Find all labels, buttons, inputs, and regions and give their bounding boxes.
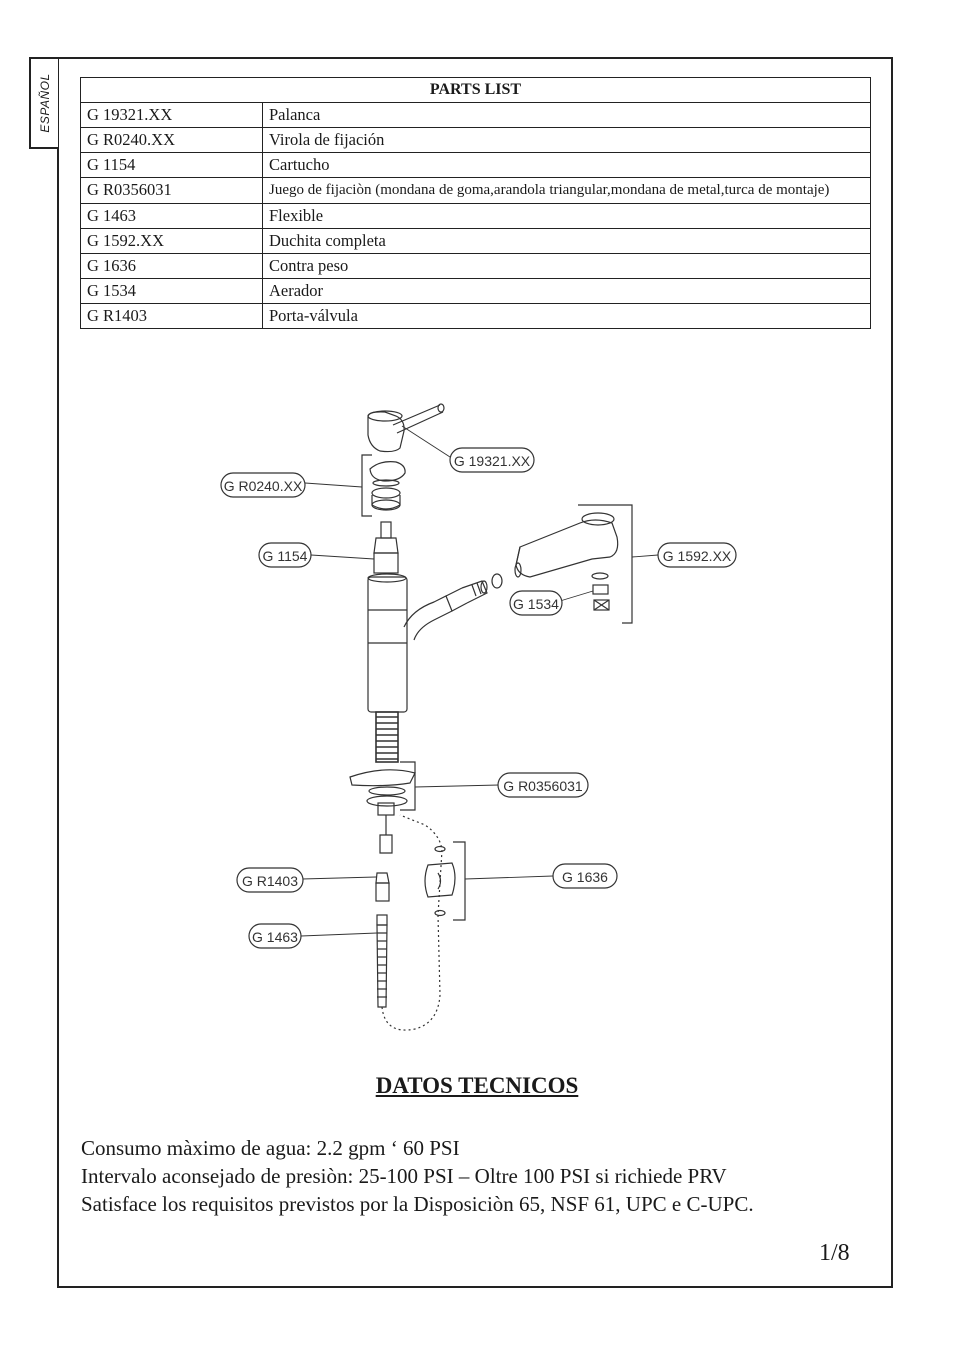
callout-valve-holder-label: G R1403 bbox=[241, 873, 299, 889]
table-row bbox=[81, 229, 871, 254]
technical-specs bbox=[81, 1134, 754, 1218]
callout-cartridge bbox=[259, 543, 311, 567]
callout-counterweight-label: G 1636 bbox=[562, 869, 608, 885]
callout-cartridge-label: G 1154 bbox=[262, 548, 308, 564]
callout-aerator-label: G 1534 bbox=[513, 596, 559, 612]
callout-ferrule bbox=[221, 473, 305, 497]
exploded-view-diagram bbox=[200, 395, 760, 1040]
callout-valve-holder bbox=[237, 868, 303, 892]
parts-list-header-row bbox=[81, 78, 871, 103]
table-row bbox=[81, 279, 871, 304]
part-code: G R0356031 bbox=[81, 178, 263, 204]
part-code: G 1463 bbox=[81, 204, 263, 229]
part-description: Palanca bbox=[263, 103, 871, 128]
spec-line: Consumo màximo de agua: 2.2 gpm ‘ 60 PSI bbox=[81, 1136, 460, 1160]
part-code: G R1403 bbox=[81, 304, 263, 329]
aerator-part bbox=[592, 573, 609, 610]
parts-list-table bbox=[80, 77, 871, 329]
callout-lever bbox=[450, 448, 534, 472]
part-code: G 1636 bbox=[81, 254, 263, 279]
callout-fixing-label: G R0356031 bbox=[503, 778, 583, 794]
part-description: Cartucho bbox=[263, 153, 871, 178]
hose-part bbox=[377, 815, 442, 1030]
table-row bbox=[81, 178, 871, 204]
leader-lines bbox=[301, 426, 658, 936]
table-row bbox=[81, 204, 871, 229]
part-description: Juego de fijaciòn (mondana de goma,arandola triangular,mondana de metal,turca de montaje) bbox=[263, 178, 871, 204]
lever-part bbox=[368, 404, 444, 452]
spec-line: Intervalo aconsejado de presiòn: 25-100 PSI – Oltre 100 PSI si richiede PRV bbox=[81, 1164, 727, 1188]
table-row bbox=[81, 153, 871, 178]
part-code: G R0240.XX bbox=[81, 128, 263, 153]
language-tab-label: ESPAÑOL bbox=[37, 73, 52, 133]
threaded-shank bbox=[376, 712, 398, 762]
part-code: G 1592.XX bbox=[81, 229, 263, 254]
spec-line: Satisface los requisitos previstos por la Disposiciòn 65, NSF 61, UPC e C-UPC. bbox=[81, 1192, 754, 1216]
callout-hose-label: G 1463 bbox=[252, 929, 298, 945]
part-code: G 1534 bbox=[81, 279, 263, 304]
callout-ferrule-label: G R0240.XX bbox=[223, 478, 303, 494]
faucet-body bbox=[368, 574, 502, 712]
part-description: Aerador bbox=[263, 279, 871, 304]
callout-counterweight bbox=[553, 864, 617, 888]
valve-holder-part bbox=[376, 873, 389, 901]
section-title: DATOS TECNICOS bbox=[375, 1073, 579, 1098]
part-description: Porta-válvula bbox=[263, 304, 871, 329]
table-row bbox=[81, 128, 871, 153]
language-tab bbox=[29, 57, 58, 149]
ferrule-part bbox=[362, 455, 405, 516]
table-row bbox=[81, 103, 871, 128]
counterweight-part bbox=[425, 842, 465, 920]
part-description: Flexible bbox=[263, 204, 871, 229]
part-code: G 1154 bbox=[81, 153, 263, 178]
part-description: Duchita completa bbox=[263, 229, 871, 254]
cartridge-part bbox=[374, 522, 398, 573]
part-code: G 19321.XX bbox=[81, 103, 263, 128]
callout-fixing bbox=[498, 773, 588, 797]
callout-spray-label: G 1592.XX bbox=[662, 548, 732, 564]
parts-list-header: PARTS LIST bbox=[81, 78, 871, 103]
table-row bbox=[81, 304, 871, 329]
callout-hose bbox=[249, 924, 301, 948]
callout-lever-label: G 19321.XX bbox=[453, 453, 531, 469]
callout-aerator bbox=[510, 591, 562, 615]
part-description: Contra peso bbox=[263, 254, 871, 279]
callout-spray bbox=[658, 543, 736, 567]
part-description: Virola de fijación bbox=[263, 128, 871, 153]
fixing-set-part bbox=[350, 762, 415, 853]
table-row bbox=[81, 254, 871, 279]
page-number: 1/8 bbox=[819, 1240, 850, 1266]
